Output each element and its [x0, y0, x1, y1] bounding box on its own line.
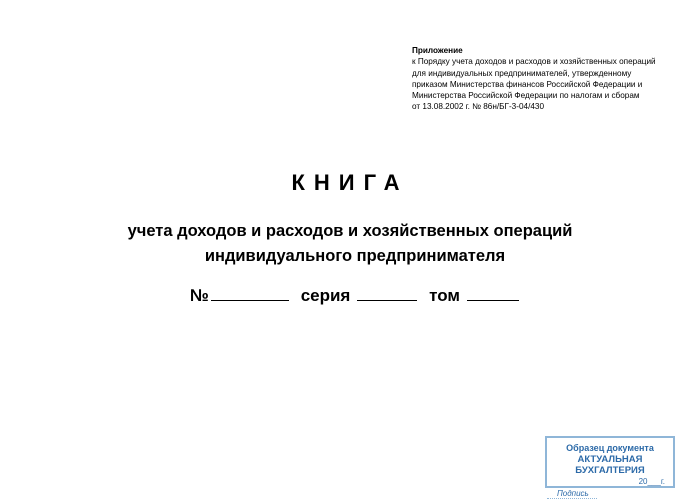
book-title: КНИГА	[291, 170, 409, 195]
subtitle-line-2: индивидуального предпринимателя	[204, 247, 506, 265]
series-blank	[357, 286, 417, 301]
appendix-line: для индивидуальных предпринимателей, утвержденному	[412, 68, 632, 78]
number-symbol: №	[190, 286, 209, 305]
appendix-note	[412, 45, 682, 113]
number-blank	[211, 286, 289, 301]
sample-document-stamp	[545, 436, 675, 498]
appendix-line: приказом Министерства финансов Российской Федерации и	[412, 79, 643, 89]
appendix-line: Министерства Российской Федерации по налогам и сборам	[412, 91, 640, 101]
numbering-line	[190, 286, 519, 306]
appendix-line: от 13.08.2002 г. № 86н/БГ-3-04/430	[412, 102, 545, 112]
stamp-date: 20___г.	[561, 477, 665, 488]
stamp-signature-label: Подпись	[547, 489, 597, 499]
book-subtitle	[0, 219, 700, 269]
volume-label: том	[429, 286, 460, 305]
stamp-line-2: АКТУАЛЬНАЯ БУХГАЛТЕРИЯ	[575, 454, 645, 476]
subtitle-line-1: учета доходов и расходов и хозяйственных операций	[127, 222, 573, 240]
series-label: серия	[300, 286, 351, 305]
volume-blank	[467, 286, 519, 301]
appendix-heading: Приложение	[412, 46, 463, 55]
stamp-line-1: Образец документа	[566, 443, 654, 453]
appendix-line: к Порядку учета доходов и расходов и хозяйственных операций	[412, 57, 656, 67]
